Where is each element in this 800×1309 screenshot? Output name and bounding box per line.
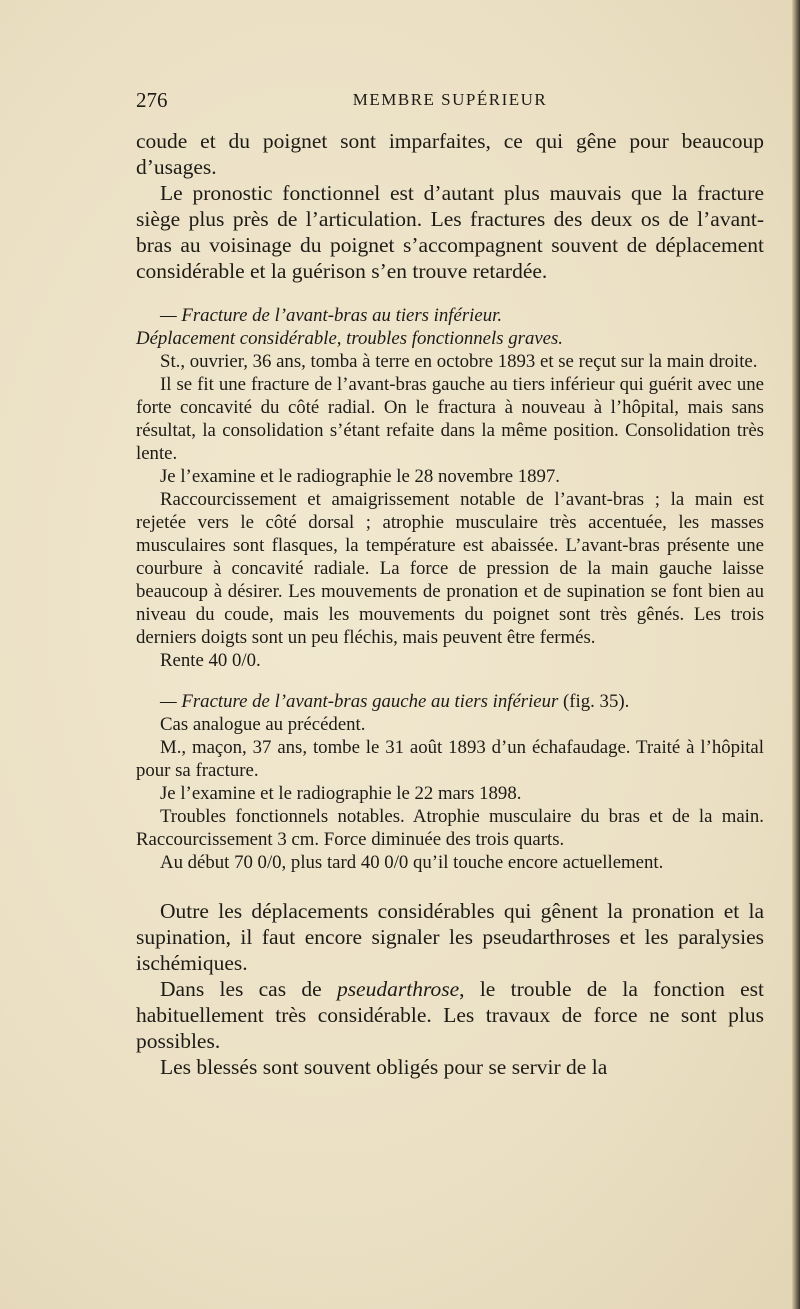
closing-paragraph-2-start: Dans les cas de (160, 977, 337, 1001)
case-2-paragraph-1: Cas analogue au précédent. (160, 714, 366, 735)
case-1-paragraph-1: St., ouvrier, 36 ans, tomba à terre en octobre 1893 et se reçut sur la main droite. (160, 351, 758, 372)
page-header (136, 88, 764, 114)
case-2-paragraph-5: Au début 70 0/0, plus tard 40 0/0 qu’il touche encore actuellement. (160, 852, 664, 873)
case-1-paragraph-5: Rente 40 0/0. (160, 650, 261, 671)
page-edge (792, 0, 800, 1309)
case-2 (136, 690, 764, 874)
page-number: 276 (136, 88, 168, 112)
pseudarthrose-term: pseudarthrose (336, 977, 460, 1001)
closing-paragraph-2 (136, 976, 764, 1054)
case-1-paragraph-3: Je l’examine et le radiographie le 28 novembre 1897. (160, 466, 561, 487)
closing-paragraph-3: Les blessés sont souvent obligés pour se servir de la (160, 1055, 608, 1079)
case-2-heading (136, 690, 764, 713)
running-head: MEMBRE SUPÉRIEUR (352, 90, 548, 109)
case-2-paragraph-2: M., maçon, 37 ans, tombe le 31 août 1893 d’un échafaudage. Traité à l’hôpital pour sa fracture. (136, 737, 764, 781)
closing-paragraph-2-end: , le trouble de la fonction est habituellement très considérable. Les travaux de force ne sont plus possibles. (136, 977, 764, 1053)
intro-paragraph-2: Le pronostic fonctionnel est d’autant plus mauvais que la fracture siège plus près de l’articulation. Les fractures des deux os de l’avant-bras au voisinage du poignet s’accompagnent souvent de déplacement considérable et la guérison s’en trouve retardée. (136, 181, 764, 283)
intro-paragraph-1: coude et du poignet sont imparfaites, ce qui gêne pour beaucoup d’usages. (136, 129, 764, 179)
case-1-title: — Fracture de l’avant-bras au tiers inférieur. (160, 305, 503, 326)
intro-section (136, 128, 764, 284)
case-2-title: — Fracture de l’avant-bras gauche au tiers inférieur (160, 691, 559, 712)
closing-paragraph-1: Outre les déplacements considérables qui gênent la pronation et la supination, il faut encore signaler les pseudarthroses et les paralysies ischémiques. (136, 899, 764, 975)
case-1 (136, 304, 764, 672)
case-1-paragraph-2: Il se fit une fracture de l’avant-bras gauche au tiers inférieur qui guérit avec une forte concavité du côté radial. On le fractura à nouveau à l’hôpital, mais sans résultat, la consolidation s’étant refaite dans la même position. Consolidation très lente. (136, 374, 764, 464)
closing-section (136, 898, 764, 1080)
case-2-paragraph-3: Je l’examine et le radiographie le 22 mars 1898. (160, 783, 522, 804)
figure-reference: (fig. 35). (558, 691, 630, 712)
case-1-paragraph-4: Raccourcissement et amaigrissement notable de l’avant-bras ; la main est rejetée vers le côté dorsal ; atrophie musculaire très accentuée, les masses musculaires sont flasques, la température est abaissée. L’avant-bras présente une courbure à concavité radiale. La force de pression de la main gauche laisse beaucoup à désirer. Les mouvements de pronation et de supination se font bien au niveau du coude, mais les mouvements du poignet sont très gênés. Les trois derniers doigts sont un peu fléchis, mais peuvent être fermés. (136, 489, 764, 648)
page-body (136, 128, 764, 1080)
case-2-paragraph-4: Troubles fonctionnels notables. Atrophie musculaire du bras et de la main. Raccourcissement 3 cm. Force diminuée des trois quarts. (136, 806, 764, 850)
case-1-subtitle: Déplacement considérable, troubles fonctionnels graves. (136, 328, 564, 349)
